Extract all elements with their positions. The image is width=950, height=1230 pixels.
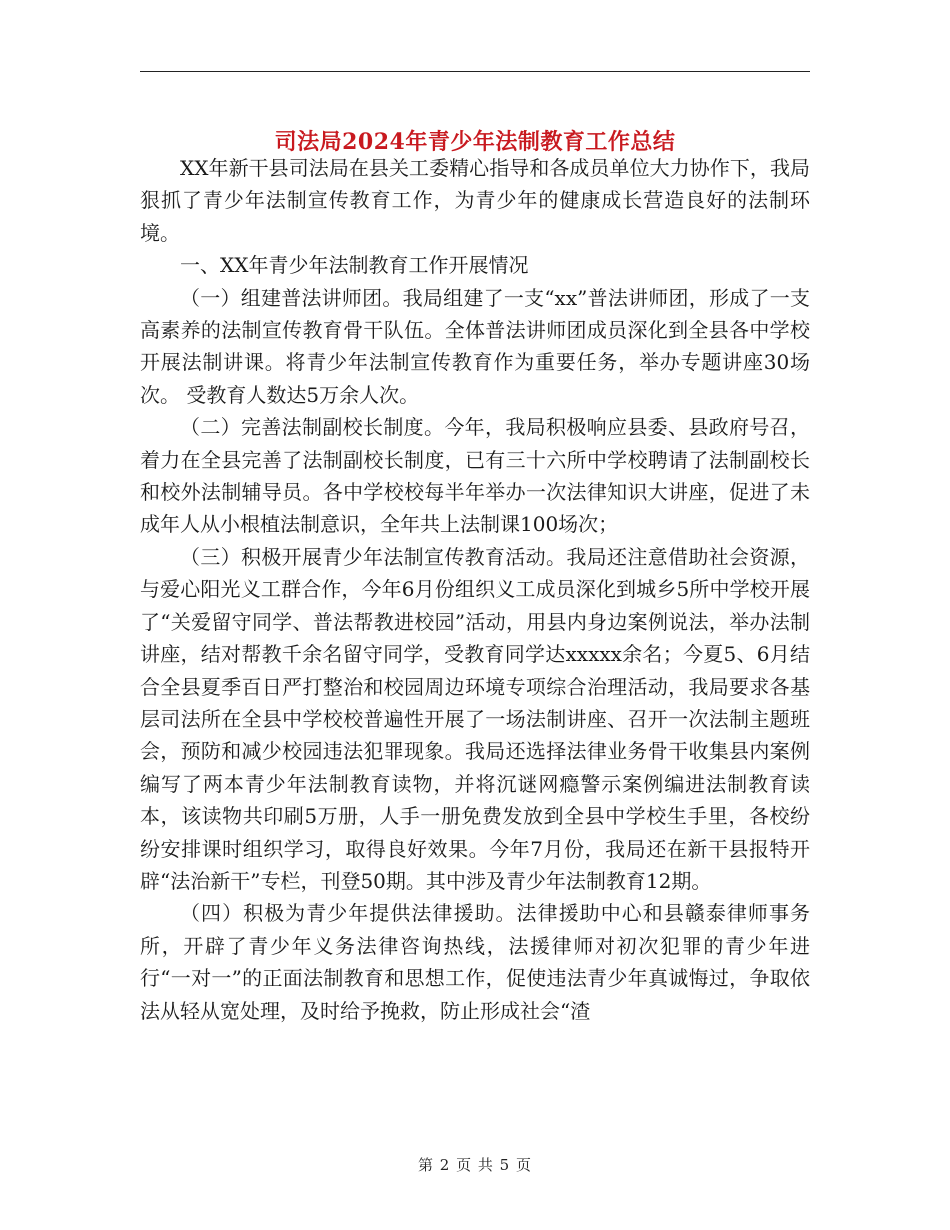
paragraph-education-activities: （三）积极开展青少年法制宣传教育活动。我局还注意借助社会资源，与爱心阳光义工群合作，今年6月份组织义工成员深化到城乡5所中学校开展了“关爱留守同学、普法帮教进校园”活动，用县内身边案例说法，举办法制讲座，结对帮教千余名留守同学，受教育同学达xxxxx余名；今夏5、6月结合全县夏季百日严打整治和校园周边环境专项综合治理活动，我局要求各基层司法所在全县中学校校普遍性开展了一场法制讲座、召开一次法制主题班会，预防和减少校园违法犯罪现象。我局还选择法律业务骨干收集县内案例编写了两本青少年法制教育读物，并将沉谜网瘾警示案例编进法制教育读本，该读物共印刷5万册，人手一册免费发放到全县中学校生手里，各校纷纷安排课时组织学习，取得良好效果。今年7月份，我局还在新干县报特开辟“法治新干”专栏，刊登50期。其中涉及青少年法制教育12期。 — [140, 544, 810, 893]
section-heading-1: 一、XX年青少年法制教育工作开展情况 — [180, 253, 529, 278]
document-body — [140, 152, 810, 1027]
paragraph-intro: XX年新干县司法局在县关工委精心指导和各成员单位大力协作下，我局狠抓了青少年法制宣传教育工作，为青少年的健康成长营造良好的法制环境。 — [140, 156, 810, 245]
page-indicator: 第 2 页 共 5 页 — [418, 1156, 532, 1174]
document-title: 司法局2024年青少年法制教育工作总结 — [274, 128, 676, 155]
header-rule — [140, 71, 810, 72]
paragraph-legal-aid: （四）积极为青少年提供法律援助。法律援助中心和县赣泰律师事务所，开辟了青少年义务法律咨询热线，法援律师对初次犯罪的青少年进行“一对一”的正面法制教育和思想工作，促使违法青少年真诚悔过，争取依法从轻从宽处理，及时给予挽救，防止形成社会“渣 — [140, 901, 810, 1023]
paragraph-lecturer-group: （一）组建普法讲师团。我局组建了一支“xx”普法讲师团，形成了一支高素养的法制宣传教育骨干队伍。全体普法讲师团成员深化到全县各中学校开展法制讲课。将青少年法制宣传教育作为重要任务，举办专题讲座30场次。 受教育人数达5万余人次。 — [140, 285, 810, 407]
paragraph-vice-principal: （二）完善法制副校长制度。今年，我局积极响应县委、县政府号召，着力在全县完善了法制副校长制度，已有三十六所中学校聘请了法制副校长和校外法制辅导员。各中学校校每半年举办一次法律知识大讲座，促进了未成年人从小根植法制意识，全年共上法制课100场次； — [140, 415, 810, 537]
